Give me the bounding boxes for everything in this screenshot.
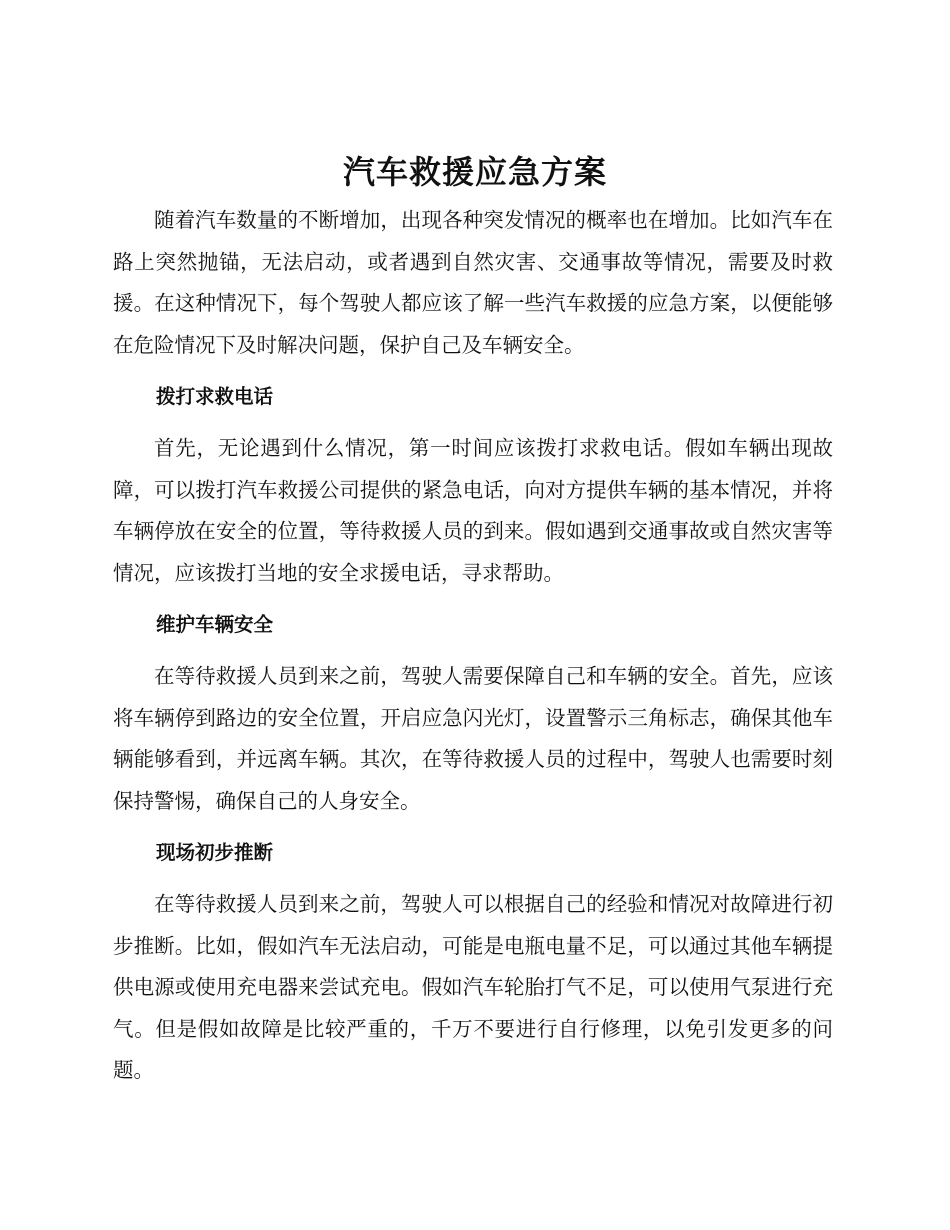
document-title: 汽车救援应急方案 [342,153,607,191]
section-paragraph: 首先，无论遇到什么情况，第一时间应该拨打求救电话。假如车辆出现故障，可以拨打汽车救援公司提供的紧急电话，向对方提供车辆的基本情况，并将车辆停放在安全的位置，等待救援人员的到来。假如遇到交通事故或自然灾害等情况，应该拨打当地的安全求援电话，寻求帮助。 [113,436,833,585]
section-heading: 维护车辆安全 [156,613,274,636]
section-paragraph: 在等待救援人员到来之前，驾驶人需要保障自己和车辆的安全。首先，应该将车辆停到路边的安全位置，开启应急闪光灯，设置警示三角标志，确保其他车辆能够看到，并远离车辆。其次，在等待救援人员的过程中，驾驶人也需要时刻保持警惕，确保自己的人身安全。 [113,664,833,813]
document-body [113,200,833,1092]
section-vehicle-safety [113,605,833,822]
section-initial-diagnosis [113,833,833,1092]
section-paragraph: 在等待救援人员到来之前，驾驶人可以根据自己的经验和情况对故障进行初步推断。比如，假如汽车无法启动，可能是电瓶电量不足，可以通过其他车辆提供电源或使用充电器来尝试充电。假如汽车轮胎打气不足，可以使用气泵进行充气。但是假如故障是比较严重的，千万不要进行自行修理，以免引发更多的问题。 [113,892,833,1082]
intro-paragraph: 随着汽车数量的不断增加，出现各种突发情况的概率也在增加。比如汽车在路上突然抛锚，无法启动，或者遇到自然灾害、交通事故等情况，需要及时救援。在这种情况下，每个驾驶人都应该了解一些汽车救援的应急方案，以便能够在危险情况下及时解决问题，保护自己及车辆安全。 [113,208,833,357]
section-call-for-help [113,377,833,594]
section-heading: 拨打求救电话 [156,385,274,408]
section-heading: 现场初步推断 [156,841,274,864]
